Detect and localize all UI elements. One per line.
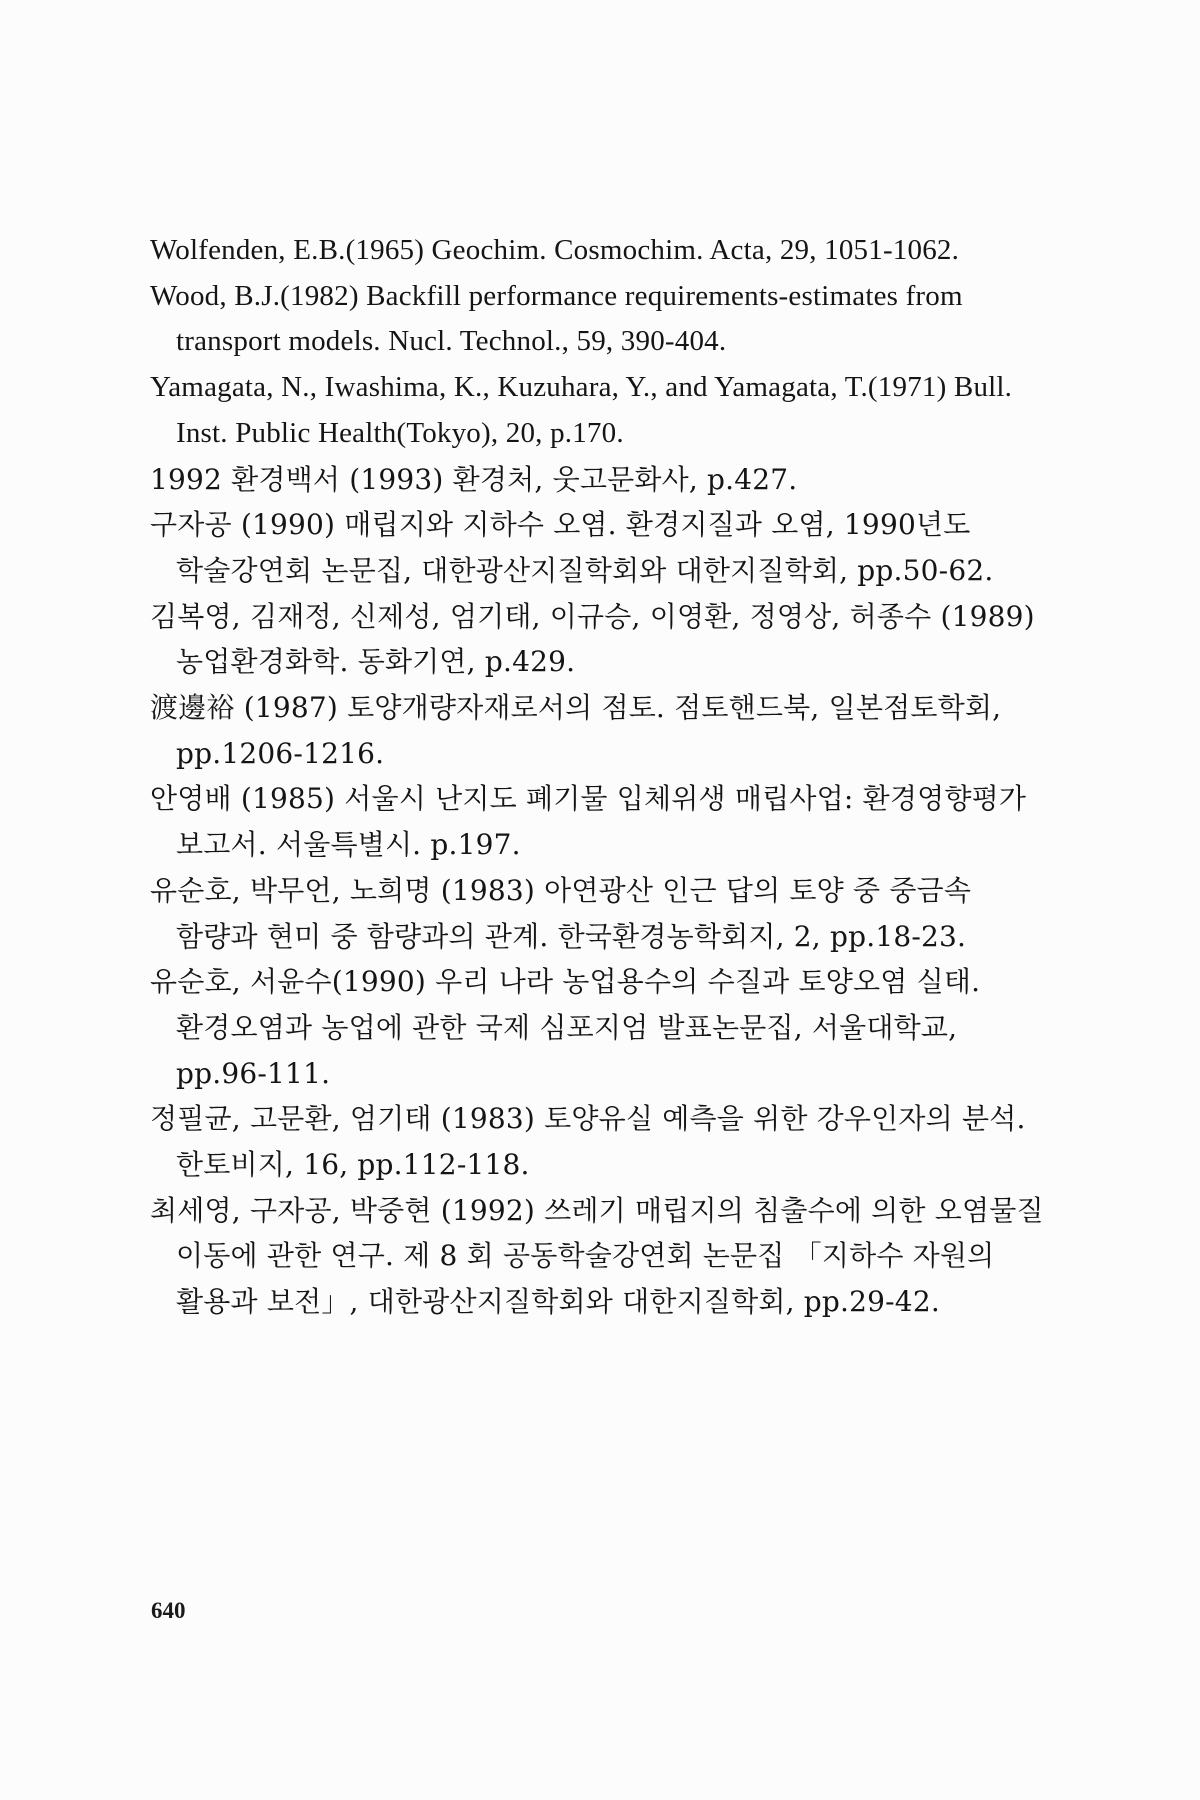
- reference-entry: Wood, B.J.(1982) Backfill performance requirements-estimates from transport models. Nucl. Technol., 59, 390-404.: [150, 279, 963, 358]
- reference-entry: 渡邊裕 (1987) 토양개량자재로서의 점토. 점토핸드북, 일본점토학회, pp.1206-1216.: [150, 691, 1002, 770]
- reference-entry: 최세영, 구자공, 박중현 (1992) 쓰레기 매립지의 침출수에 의한 오염물질 이동에 관한 연구. 제 8 회 공동학술강연회 논문집 「지하수 자원의 활용과 보전」, 대한광산지질학회와 대한지질학회, pp.29-42.: [150, 1193, 1044, 1319]
- page-number: 640: [151, 1598, 186, 1623]
- reference-entry: 1992 환경백서 (1993) 환경처, 웃고문화사, p.427.: [150, 462, 798, 496]
- reference-list: [150, 228, 1050, 1325]
- reference-entry: Yamagata, N., Iwashima, K., Kuzuhara, Y., and Yamagata, T.(1971) Bull. Inst. Public Health(Tokyo), 20, p.170.: [150, 371, 1013, 449]
- reference-entry: 정필균, 고문환, 엄기태 (1983) 토양유실 예측을 위한 강우인자의 분석. 한토비지, 16, pp.112-118.: [150, 1102, 1026, 1182]
- reference-entry: Wolfenden, E.B.(1965) Geochim. Cosmochim. Acta, 29, 1051-1062.: [150, 234, 960, 266]
- reference-entry: 김복영, 김재정, 신제성, 엄기태, 이규승, 이영환, 정영상, 허종수 (1989) 농업환경화학. 동화기연, p.429.: [150, 599, 1035, 679]
- reference-entry: 안영배 (1985) 서울시 난지도 폐기물 입체위생 매립사업: 환경영향평가 보고서. 서울특별시. p.197.: [150, 782, 1027, 862]
- reference-entry: 유순호, 박무언, 노희명 (1983) 아연광산 인근 답의 토양 중 중금속 함량과 현미 중 함량과의 관계. 한국환경농학회지, 2, pp.18-23.: [150, 873, 972, 953]
- reference-entry: 구자공 (1990) 매립지와 지하수 오염. 환경지질과 오염, 1990년도 학술강연회 논문집, 대한광산지질학회와 대한지질학회, pp.50-62.: [150, 508, 994, 587]
- reference-entry: 유순호, 서윤수(1990) 우리 나라 농업용수의 수질과 토양오염 실태. 환경오염과 농업에 관한 국제 심포지엄 발표논문집, 서울대학교, pp.96-111.: [150, 965, 981, 1090]
